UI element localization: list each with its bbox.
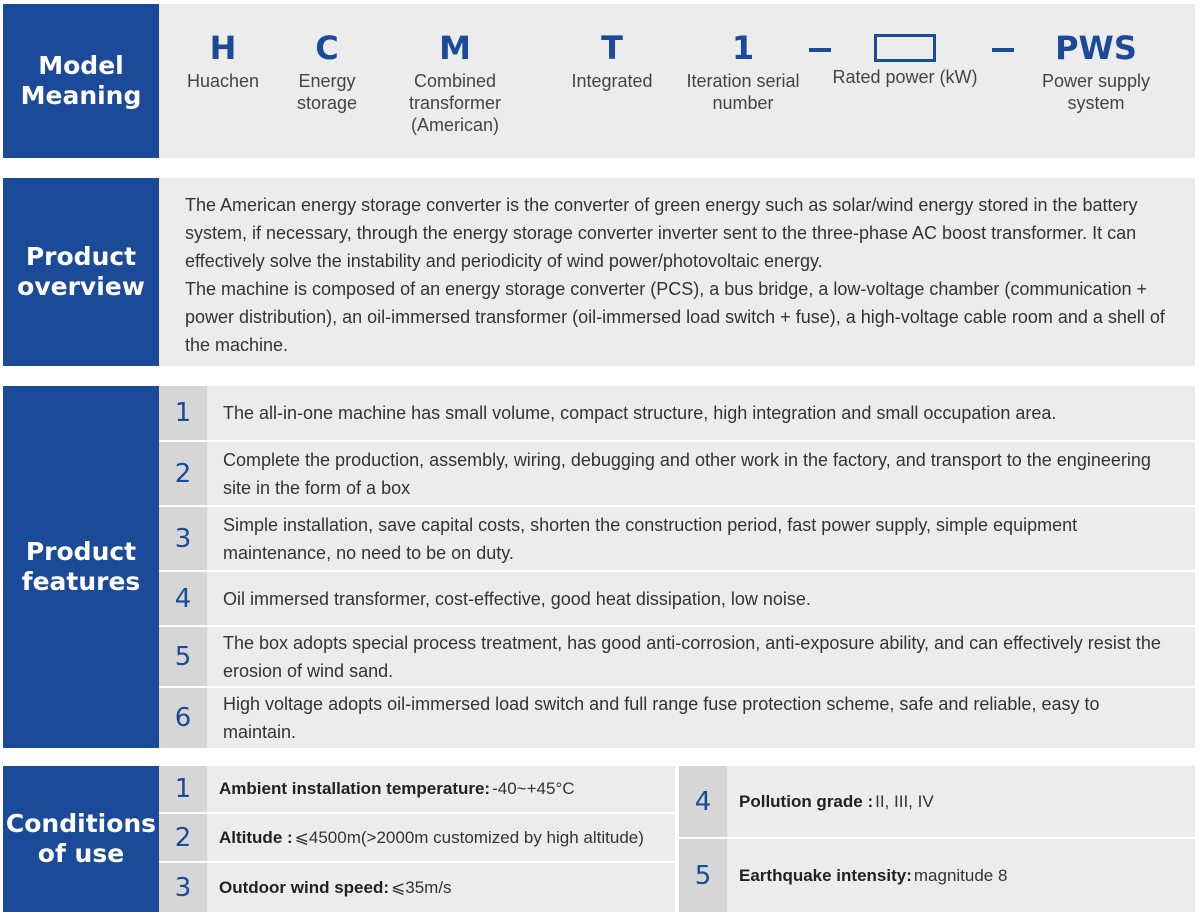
model-meaning-section [3, 4, 1195, 158]
model-item-m [390, 30, 520, 136]
model-item-serial [673, 30, 813, 114]
rated-power-box [874, 34, 936, 62]
feature-number: 6 [159, 688, 207, 748]
feature-text: High voltage adopts oil-immersed load switch and full range fuse protection scheme, safe and reliable, easy to maintain. [223, 694, 1100, 742]
model-desc: Combined transformer (American) [408, 71, 502, 135]
feature-row [159, 386, 1195, 442]
feature-number: 3 [159, 507, 207, 570]
condition-row [679, 766, 1195, 839]
model-letter: 1 [731, 29, 755, 67]
model-letter: C [315, 29, 339, 67]
condition-number: 2 [159, 814, 207, 861]
conditions-label: Conditions of use [3, 766, 159, 912]
model-item-c [282, 30, 372, 114]
model-desc: Iteration serial number [686, 71, 800, 113]
product-overview-content [159, 178, 1195, 366]
condition-number: 5 [679, 839, 727, 912]
conditions-section [3, 766, 1195, 912]
condition-row [679, 839, 1195, 912]
condition-value: ⩽4500m(>2000m customized by high altitude) [294, 827, 644, 847]
feature-text: The all-in-one machine has small volume, compact structure, high integration and small occupation area. [223, 403, 1057, 423]
feature-text: Complete the production, assembly, wiring, debugging and other work in the factory, and transport to the engineering site in the form of a box [223, 449, 1151, 498]
product-features-list [159, 386, 1195, 748]
condition-row [159, 863, 675, 912]
model-desc: Rated power (kW) [832, 67, 978, 87]
feature-number: 5 [159, 627, 207, 686]
condition-number: 4 [679, 766, 727, 837]
model-item-h [148, 30, 298, 92]
feature-text: Simple installation, save capital costs, shorten the construction period, fast power supply, simple equipment maintenance, no need to be on duty. [223, 514, 1078, 563]
model-item-pws [1026, 30, 1166, 114]
feature-number: 4 [159, 572, 207, 625]
condition-text [207, 814, 675, 861]
overview-paragraph: The machine is composed of an energy storage converter (PCS), a bus bridge, a low-voltage chamber (communication + power distribution), an oil-immersed transformer (oil-immersed load switch + fuse), a high-voltage cable room and a shell of the machine. [185, 279, 1165, 355]
condition-number: 3 [159, 863, 207, 912]
model-letter: PWS [1055, 29, 1137, 67]
model-item-rated-power [820, 30, 990, 88]
condition-row [159, 814, 675, 863]
feature-text: Oil immersed transformer, cost-effective, good heat dissipation, low noise. [223, 588, 811, 609]
model-letter: M [439, 29, 471, 67]
feature-row [159, 572, 1195, 627]
feature-number: 1 [159, 386, 207, 440]
condition-value: II, III, IV [875, 791, 934, 811]
condition-value: -40~+45°C [492, 779, 575, 798]
condition-key: Ambient installation temperature: [219, 779, 491, 798]
condition-text [207, 863, 675, 912]
product-overview-section [3, 178, 1195, 366]
overview-text [185, 191, 1175, 359]
overview-paragraph: The American energy storage converter is the converter of green energy such as solar/wind energy stored in the battery system, if necessary, through the energy storage converter inverter sent to the three-phase AC boost transformer. It can effectively solve the instability and periodicity of wind power/photovoltaic energy. [185, 195, 1138, 271]
condition-key: Pollution grade : [739, 791, 874, 811]
model-item-t [537, 30, 687, 92]
product-features-section [3, 386, 1195, 748]
condition-value: magnitude 8 [913, 865, 1008, 885]
condition-key: Earthquake intensity: [739, 865, 912, 885]
model-letter: T [601, 29, 623, 67]
feature-row [159, 627, 1195, 688]
conditions-right-column [679, 766, 1195, 912]
conditions-content [159, 766, 1195, 912]
feature-number: 2 [159, 442, 207, 505]
condition-key: Outdoor wind speed: [219, 877, 389, 897]
model-desc: Energy storage [296, 71, 358, 113]
dash-separator [992, 48, 1014, 52]
product-features-label: Product features [3, 386, 159, 748]
model-letter: H [209, 29, 237, 67]
condition-text [727, 839, 1195, 912]
feature-row [159, 507, 1195, 572]
model-desc: Integrated [571, 71, 653, 91]
feature-text: The box adopts special process treatment, has good anti-corrosion, anti-exposure ability, and can effectively resist the erosion of wind sand. [223, 632, 1161, 681]
feature-row [159, 688, 1195, 748]
model-desc: Power supply system [1041, 71, 1151, 113]
model-desc: Huachen [186, 71, 260, 91]
model-meaning-content [159, 4, 1195, 158]
condition-text [207, 766, 675, 812]
feature-row [159, 442, 1195, 507]
product-overview-label: Product overview [3, 178, 159, 366]
condition-row [159, 766, 675, 814]
condition-key: Altitude : [219, 827, 293, 847]
condition-number: 1 [159, 766, 207, 812]
condition-text [727, 766, 1195, 837]
condition-value: ⩽35m/s [391, 877, 452, 897]
conditions-left-column [159, 766, 675, 912]
model-meaning-label: Model Meaning [3, 4, 159, 158]
